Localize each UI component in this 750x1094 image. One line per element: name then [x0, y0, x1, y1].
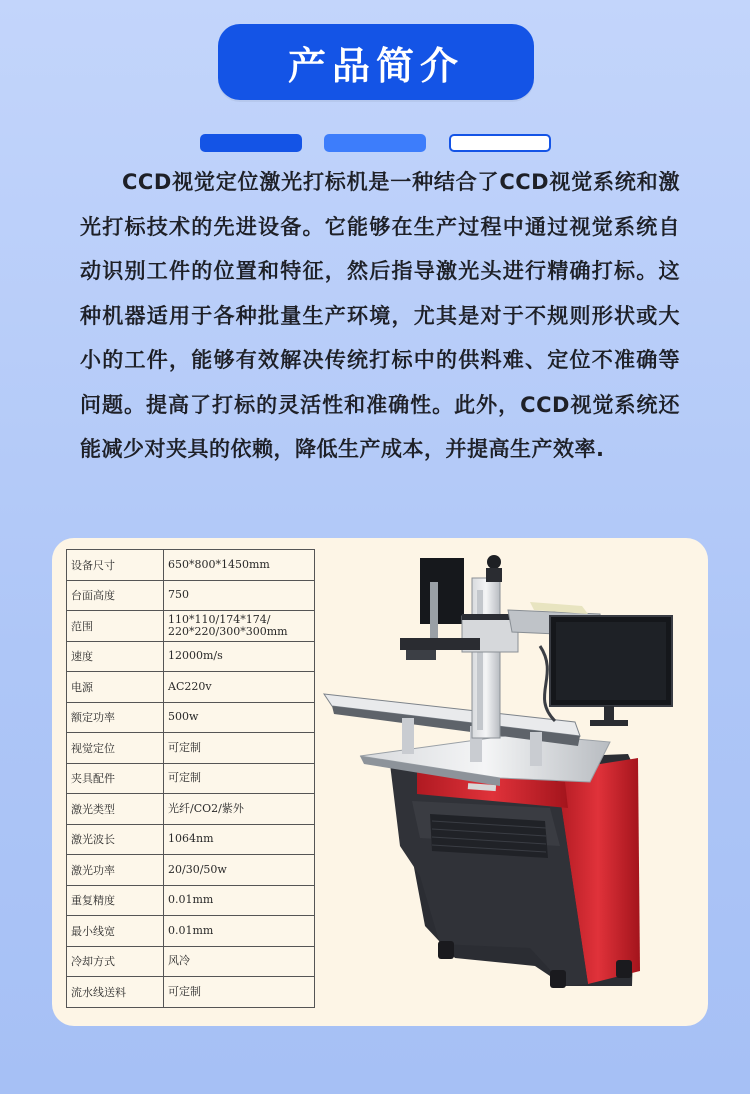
spec-label: 重复精度	[67, 885, 164, 916]
spec-value: 650*800*1450mm	[164, 550, 315, 581]
table-row	[67, 672, 315, 703]
spec-label: 视觉定位	[67, 733, 164, 764]
spec-label: 范围	[67, 611, 164, 642]
spec-label: 激光功率	[67, 855, 164, 886]
spec-value: 可定制	[164, 763, 315, 794]
spec-label: 流水线送料	[67, 977, 164, 1008]
spec-label: 激光波长	[67, 824, 164, 855]
spec-value: 12000m/s	[164, 641, 315, 672]
spec-label: 速度	[67, 641, 164, 672]
spec-value: 可定制	[164, 977, 315, 1008]
spec-value: 可定制	[164, 733, 315, 764]
table-row	[67, 946, 315, 977]
spec-value: 500w	[164, 702, 315, 733]
table-row	[67, 916, 315, 947]
intro-paragraph: CCD视觉定位激光打标机是一种结合了CCD视觉系统和激光打标技术的先进设备。它能够在生产过程中通过视觉系统自动识别工件的位置和特征，然后指导激光头进行精确打标。这种机器适用于各种批量生产环境，尤其是对于不规则形状或大小的工件，能够有效解决传统打标中的供料难、定位不准确等问题。提高了打标的灵活性和准确性。此外，CCD视觉系统还能减少对夹具的依赖，降低生产成本，并提高生产效率.	[80, 170, 680, 461]
table-row	[67, 977, 315, 1008]
table-row	[67, 855, 315, 886]
spec-label: 冷却方式	[67, 946, 164, 977]
spec-label: 电源	[67, 672, 164, 703]
spec-label: 设备尺寸	[67, 550, 164, 581]
decor-bar-3	[449, 134, 551, 152]
table-row	[67, 580, 315, 611]
spec-table	[66, 549, 315, 1008]
laser-marking-machine-image	[320, 546, 700, 1016]
spec-value: 光纤/CO2/紫外	[164, 794, 315, 825]
table-row	[67, 885, 315, 916]
spec-value-line2: 220*220/300*300mm	[168, 624, 288, 638]
spec-value: 0.01mm	[164, 916, 315, 947]
table-row	[67, 641, 315, 672]
spec-value	[164, 611, 315, 642]
spec-value: AC220v	[164, 672, 315, 703]
table-row	[67, 550, 315, 581]
section-title: 产品简介	[218, 24, 534, 100]
spec-value: 750	[164, 580, 315, 611]
spec-label: 激光类型	[67, 794, 164, 825]
spec-label: 台面高度	[67, 580, 164, 611]
table-row	[67, 702, 315, 733]
spec-label: 额定功率	[67, 702, 164, 733]
decor-bar-2	[324, 134, 426, 152]
table-row	[67, 733, 315, 764]
table-row	[67, 824, 315, 855]
table-row	[67, 763, 315, 794]
spec-value: 风冷	[164, 946, 315, 977]
table-row	[67, 794, 315, 825]
spec-value: 1064nm	[164, 824, 315, 855]
spec-label: 最小线宽	[67, 916, 164, 947]
spec-value: 0.01mm	[164, 885, 315, 916]
spec-card	[52, 538, 708, 1026]
spec-value: 20/30/50w	[164, 855, 315, 886]
spec-value-line1: 110*110/174*174/	[168, 612, 271, 626]
spec-label: 夹具配件	[67, 763, 164, 794]
table-row	[67, 611, 315, 642]
decor-bar-1	[200, 134, 302, 152]
